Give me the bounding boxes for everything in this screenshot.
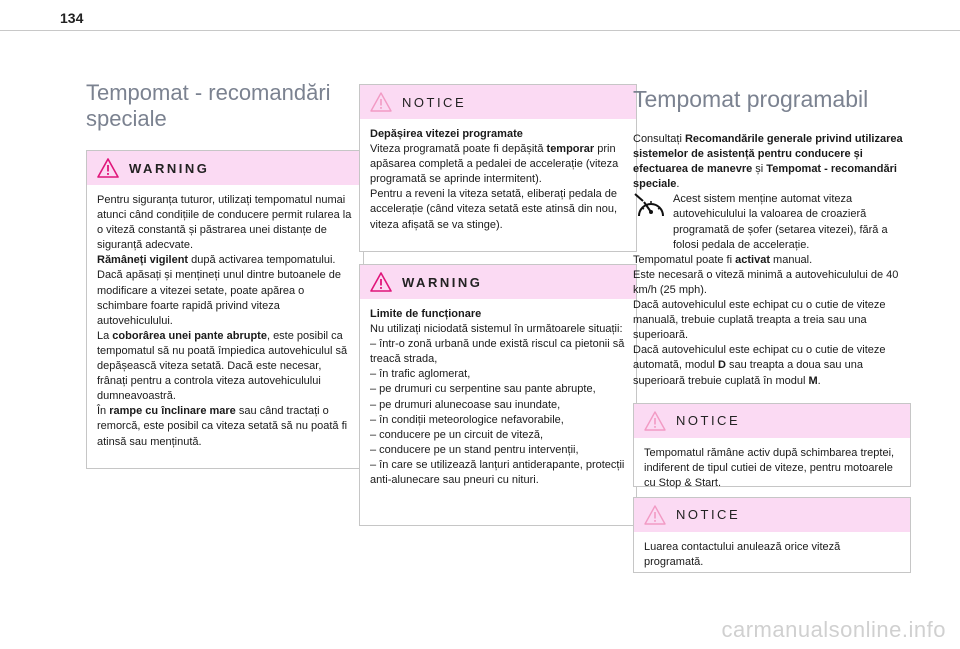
notice-triangle-icon — [644, 505, 666, 525]
warning-paragraph — [97, 253, 353, 328]
text: prin apăsarea completă a pedalei de accelerație (viteza programată se aprinde intermitent). — [370, 143, 619, 186]
bold-text: rampe cu înclinare mare — [109, 405, 236, 418]
warning-paragraph — [97, 404, 353, 449]
right-column — [633, 84, 911, 573]
warning-label: WARNING — [129, 160, 210, 176]
text: Viteza programată poate fi depășită — [370, 143, 547, 156]
bold-text: coborârea unei pante abrupte — [112, 329, 267, 342]
notice-body — [634, 438, 910, 501]
warning-heading — [370, 307, 626, 322]
speed-icon-row — [633, 192, 911, 252]
icon-paragraph: Acest sistem menține automat viteza autovehiculului la valoarea de croazieră programată de șofer (setarea vitezei), fără a folosi pedala de accelerație. — [673, 193, 888, 251]
notice-paragraph: Pentru a reveni la viteza setată, eliberați pedala de accelerație (când viteza setată este atinsă din nou, viteza afișată se va stinge). — [370, 188, 618, 231]
text: Tempomatul poate fi — [633, 253, 736, 266]
text: și — [752, 163, 767, 176]
list-item: – pe drumuri cu serpentine sau pante abrupte, — [370, 383, 596, 396]
bold-text: activat — [735, 253, 770, 266]
speedometer-icon — [633, 192, 669, 224]
warning-body — [360, 299, 636, 498]
section-title-programmable: Tempomat programabil — [633, 86, 869, 112]
title-line-1: Tempomat - recomandări — [86, 80, 331, 105]
text: În — [97, 405, 110, 418]
min-speed-paragraph: Este necesară o viteză minimă a autovehiculului de 40 km/h (25 mph). — [633, 268, 899, 296]
bold-text: temporar — [546, 143, 595, 156]
warning-paragraph — [97, 329, 353, 404]
manual-paragraph — [633, 253, 911, 268]
auto-gearbox-paragraph — [633, 343, 911, 388]
warning-header — [87, 151, 363, 185]
list-item: – pe drumuri alunecoase sau inundate, — [370, 398, 561, 411]
title-line-2: speciale — [86, 106, 167, 131]
list-item: – într-o zonă urbană unde există riscul ca pietonii să treacă strada, — [370, 338, 625, 366]
text: după activarea tempomatului. Dacă apăsați și mențineți unul dintre butoanele de modificare a vitezei setate, poate apărea o schimbare foarte rapidă privind viteza autovehiculului. — [97, 254, 341, 327]
list-item: – conducere pe un circuit de viteză, — [370, 428, 544, 441]
notice-label: NOTICE — [676, 507, 741, 523]
warning-label: WARNING — [402, 274, 483, 290]
notice-heading — [370, 127, 626, 142]
list-item: – în trafic aglomerat, — [370, 368, 471, 381]
notice-box-stopstart — [633, 403, 911, 487]
bold-text: Rămâneți vigilent — [97, 254, 189, 267]
notice-header — [634, 498, 910, 532]
notice-triangle-icon — [644, 411, 666, 431]
notice-body — [634, 532, 910, 580]
middle-column — [359, 84, 637, 526]
notice-paragraph — [370, 142, 626, 187]
intro-paragraph — [633, 132, 911, 192]
manual-gearbox-paragraph: Dacă autovehiculul este echipat cu o cutie de viteze manuală, trebuie cuplată treapta a treia sau una superioară. — [633, 299, 886, 342]
list-item: – în care se utilizează lanțuri antiderapante, protecții anti-alunecare sau pneuri cu nituri. — [370, 458, 625, 487]
notice-paragraph: Luarea contactului anulează orice viteză programată. — [644, 540, 841, 568]
text: manual. — [769, 253, 813, 266]
notice-header — [360, 85, 636, 119]
warning-paragraph: Pentru siguranța tuturor, utilizați tempomatul numai atunci când condițiile de conducere permit rularea la o viteză constantă și păstrarea unei distanțe de siguranță adecvate. — [97, 194, 352, 252]
text: . — [817, 374, 821, 387]
bold-text: Limite de funcționare — [370, 308, 482, 320]
watermark: carmanualsonline.info — [721, 617, 946, 642]
notice-triangle-icon — [370, 92, 392, 112]
warning-box-limits — [359, 264, 637, 526]
section-title-special — [86, 80, 364, 132]
text: . — [676, 178, 680, 191]
left-column — [86, 80, 364, 469]
warning-box-safety — [86, 150, 364, 469]
bold-text: Tempomat - recomandări speciale — [633, 163, 897, 191]
intro-text — [633, 132, 911, 389]
notice-header — [634, 404, 910, 438]
warning-triangle-icon — [370, 272, 392, 292]
text: Consultați — [633, 133, 685, 145]
text: sau treapta a doua sau una superioară trebuie cuplată în modul — [633, 359, 863, 387]
text: , este posibil ca tempomatul să nu poată împiedica autovehiculul să depășească viteza setată. Dacă este necesar, frânați pentru a controla viteza autovehiculului dumneavoastră. — [97, 329, 348, 403]
bold-text: Recomandările generale privind utilizarea sistemelor de asistență pentru conducere și efectuarea de manevre — [633, 133, 903, 176]
list-item: – în condiții meteorologice nefavorabile, — [370, 413, 564, 426]
text: La — [97, 329, 113, 342]
notice-label: NOTICE — [676, 413, 741, 429]
text: Dacă autovehiculul este echipat cu o cutie de viteze automată, modul — [633, 344, 886, 372]
notice-box-override — [359, 84, 637, 252]
text: sau când tractați o remorcă, este posibil ca viteza setată să nu poată fi atinsă sau menținută. — [97, 405, 348, 448]
bold-text: Depășirea vitezei programate — [370, 128, 523, 140]
warning-header — [360, 265, 636, 299]
warning-triangle-icon — [97, 158, 119, 178]
bold-text: D — [718, 359, 726, 372]
notice-label: NOTICE — [402, 94, 467, 110]
list-item: – conducere pe un stand pentru intervenții, — [370, 443, 579, 456]
notice-box-ignition — [633, 497, 911, 573]
warning-body — [87, 185, 363, 460]
notice-body — [360, 119, 636, 243]
warning-intro: Nu utilizați niciodată sistemul în următoarele situații: — [370, 323, 623, 336]
bold-text: M — [808, 374, 818, 387]
top-divider — [0, 30, 960, 31]
notice-paragraph: Tempomatul rămâne activ după schimbarea treptei, indiferent de tipul cutiei de viteze, pentru motoarele cu Stop & Start. — [644, 446, 895, 489]
page-number: 134 — [60, 10, 84, 26]
